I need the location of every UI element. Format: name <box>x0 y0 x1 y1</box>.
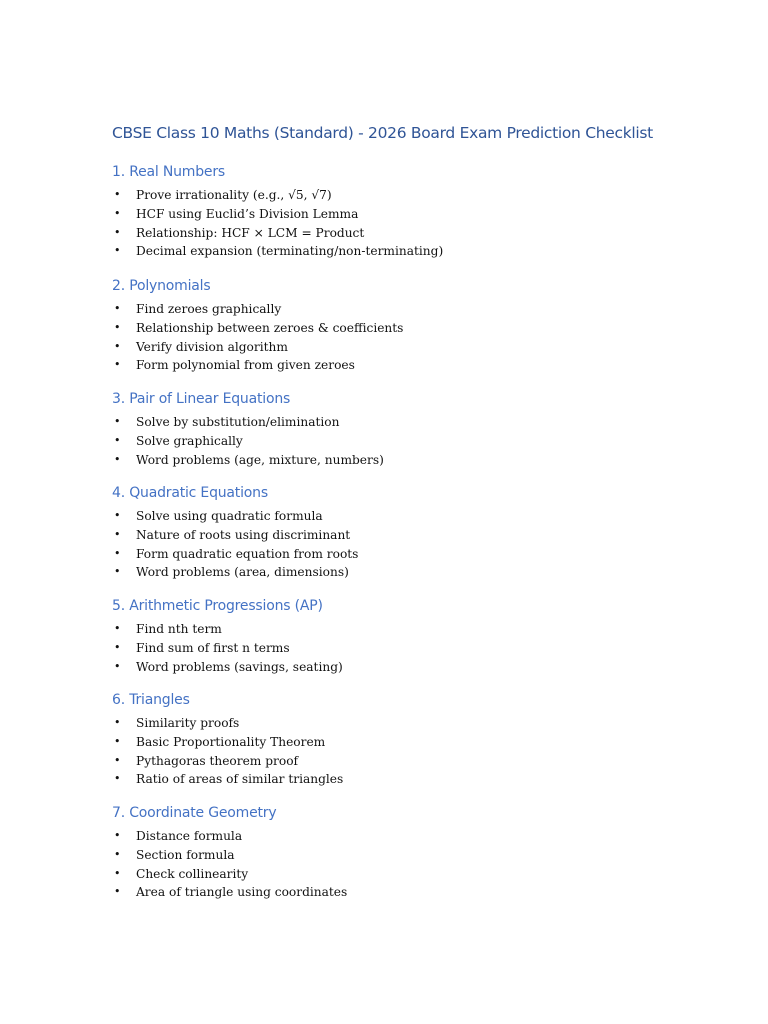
section-polynomials <box>112 276 404 375</box>
checklist <box>112 507 359 582</box>
bullet-icon: • <box>114 415 121 428</box>
bullet-icon: • <box>114 225 121 239</box>
item-text: Find zeroes graphically <box>136 302 282 316</box>
item-text: Nature of roots using discriminant <box>136 527 351 542</box>
list-item <box>112 733 326 752</box>
section-heading: 6. Triangles <box>112 692 190 708</box>
bullet-icon: • <box>114 716 121 729</box>
list-item <box>112 507 323 526</box>
bullet-icon: • <box>114 320 121 334</box>
item-text: Word problems (area, dimensions) <box>136 565 349 580</box>
checklist <box>112 620 343 676</box>
list-item <box>112 356 355 375</box>
item-text: Area of triangle using coordinates <box>136 885 348 900</box>
item-text: Word problems (age, mixture, numbers) <box>136 452 384 467</box>
list-item <box>112 827 276 846</box>
checklist <box>112 186 444 261</box>
checklist <box>112 300 404 375</box>
item-text: Ratio of areas of similar triangles <box>136 772 344 787</box>
list-item <box>112 526 351 545</box>
list-item <box>112 545 359 564</box>
bullet-icon: • <box>114 206 121 220</box>
item-text: Relationship: HCF × LCM = Product <box>136 225 365 240</box>
item-text: Solve using quadratic formula <box>136 509 323 523</box>
list-item <box>112 752 299 771</box>
item-text: Similarity proofs <box>136 716 240 730</box>
item-text: Distance formula <box>136 829 243 843</box>
section-arithmetic-progressions <box>112 596 343 676</box>
item-text: Basic Proportionality Theorem <box>136 734 326 749</box>
checklist <box>112 827 348 902</box>
list-item <box>112 883 348 902</box>
bullet-icon: • <box>114 302 121 315</box>
item-text: Section formula <box>136 847 235 862</box>
bullet-icon: • <box>114 358 121 372</box>
section-quadratic-equations <box>112 483 359 582</box>
section-heading: 2. Polynomials <box>112 278 211 294</box>
checklist <box>112 714 344 789</box>
item-text: Form polynomial from given zeroes <box>136 358 355 373</box>
list-item <box>112 563 349 582</box>
item-text: Pythagoras theorem proof <box>136 753 299 768</box>
item-text: Verify division algorithm <box>136 339 288 354</box>
item-text: Decimal expansion (terminating/non-terminating) <box>136 244 444 259</box>
item-text: Find nth term <box>136 622 222 636</box>
list-item <box>112 658 343 677</box>
list-item <box>112 242 444 261</box>
section-linear-equations <box>112 389 384 469</box>
list-item <box>112 865 276 884</box>
bullet-icon: • <box>114 546 121 560</box>
section-heading: 7. Coordinate Geometry <box>112 805 277 821</box>
item-text: Form quadratic equation from roots <box>136 546 359 561</box>
list-item <box>112 714 240 733</box>
bullet-icon: • <box>114 188 121 201</box>
bullet-icon: • <box>114 452 121 466</box>
bullet-icon: • <box>114 829 121 842</box>
item-text: Prove irrationality (e.g., √5, √7) <box>136 188 332 202</box>
section-heading: 1. Real Numbers <box>112 164 225 180</box>
list-item <box>112 846 276 865</box>
bullet-icon: • <box>114 339 121 353</box>
section-triangles <box>112 690 344 789</box>
list-item <box>112 432 290 451</box>
bullet-icon: • <box>114 866 121 880</box>
list-item <box>112 770 344 789</box>
item-text: Find sum of first n terms <box>136 640 290 655</box>
checklist <box>112 413 384 469</box>
list-item <box>112 300 282 319</box>
item-text: Word problems (savings, seating) <box>136 659 343 674</box>
list-item <box>112 186 332 205</box>
bullet-icon: • <box>114 509 121 522</box>
bullet-icon: • <box>114 885 121 899</box>
bullet-icon: • <box>114 622 121 635</box>
list-item <box>112 620 323 639</box>
section-heading: 5. Arithmetic Progressions (AP) <box>112 598 323 614</box>
list-item <box>112 338 288 357</box>
bullet-icon: • <box>114 734 121 748</box>
bullet-icon: • <box>114 753 121 767</box>
item-text: Solve graphically <box>136 433 243 448</box>
list-item <box>112 224 365 243</box>
bullet-icon: • <box>114 565 121 579</box>
item-text: Solve by substitution/elimination <box>136 415 340 429</box>
list-item <box>112 639 323 658</box>
item-text: HCF using Euclid’s Division Lemma <box>136 206 359 221</box>
bullet-icon: • <box>114 527 121 541</box>
list-item <box>112 205 359 224</box>
list-item <box>112 319 404 338</box>
item-text: Relationship between zeroes & coefficients <box>136 320 404 335</box>
bullet-icon: • <box>114 640 121 654</box>
section-heading: 4. Quadratic Equations <box>112 485 268 501</box>
section-heading: 3. Pair of Linear Equations <box>112 391 291 407</box>
section-real-numbers <box>112 162 444 261</box>
document-title: CBSE Class 10 Maths (Standard) - 2026 Board Exam Prediction Checklist <box>112 124 653 142</box>
list-item <box>112 451 384 470</box>
section-coordinate-geometry <box>112 803 348 902</box>
list-item <box>112 413 340 432</box>
bullet-icon: • <box>114 659 121 673</box>
bullet-icon: • <box>114 244 121 258</box>
item-text: Check collinearity <box>136 866 249 881</box>
bullet-icon: • <box>114 847 121 861</box>
bullet-icon: • <box>114 433 121 447</box>
bullet-icon: • <box>114 772 121 786</box>
